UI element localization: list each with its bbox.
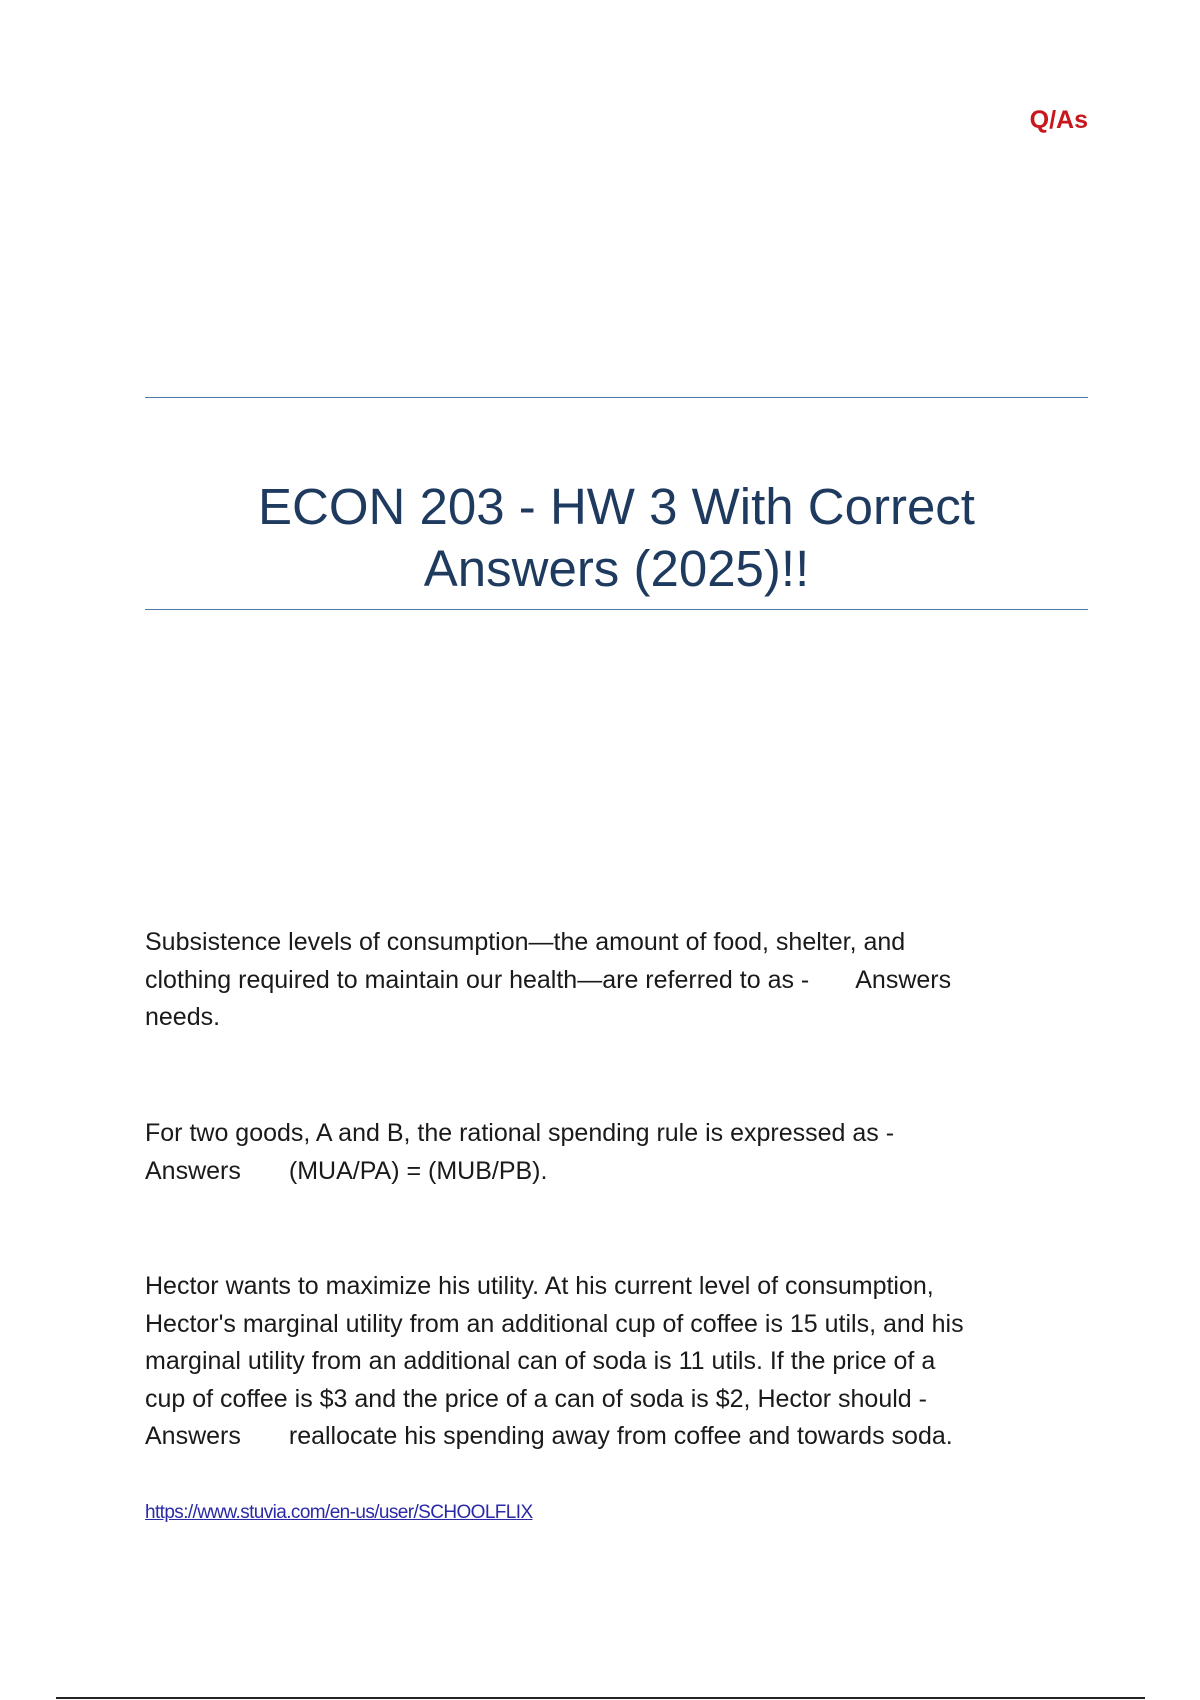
answer-text: reallocate his spending away from coffee and towards soda. [288,1422,953,1450]
qa-item-2 [145,1115,1105,1190]
answer-text: needs. [145,1003,221,1031]
question-line: clothing required to maintain our health—are referred to as - [145,965,810,994]
document-title [145,476,1088,600]
question-line: marginal utility from an additional can of soda is 11 utils. If the price of a [145,1347,936,1375]
answer-label: Answers [855,965,952,994]
title-top-rule [145,397,1088,398]
question-line: Hector's marginal utility from an additional cup of coffee is 15 utils, and his [145,1309,964,1338]
title-line-2: Answers (2025)!! [423,540,810,597]
stuvia-profile-link[interactable]: https://www.stuvia.com/en-us/user/SCHOOLFLIX [145,1502,533,1523]
question-line: cup of coffee is $3 and the price of a can of soda is $2, Hector should - [145,1384,927,1413]
answer-label: Answers [145,1156,241,1185]
qa-item-3 [145,1268,1105,1456]
question-line: For two goods, A and B, the rational spending rule is expressed as - [145,1119,895,1147]
answer-text: (MUA/PA) = (MUB/PB). [288,1156,548,1185]
qas-tag: Q/As [1029,106,1088,134]
answer-label: Answers [145,1422,241,1450]
question-line: Hector wants to maximize his utility. At his current level of consumption, [145,1272,934,1300]
qa-item-1 [145,924,1105,1037]
question-line: Subsistence levels of consumption—the amount of food, shelter, and [145,928,906,956]
title-line-1: ECON 203 - HW 3 With Correct [258,478,975,535]
title-bottom-rule [145,609,1088,610]
footer-rule [56,1697,1145,1699]
